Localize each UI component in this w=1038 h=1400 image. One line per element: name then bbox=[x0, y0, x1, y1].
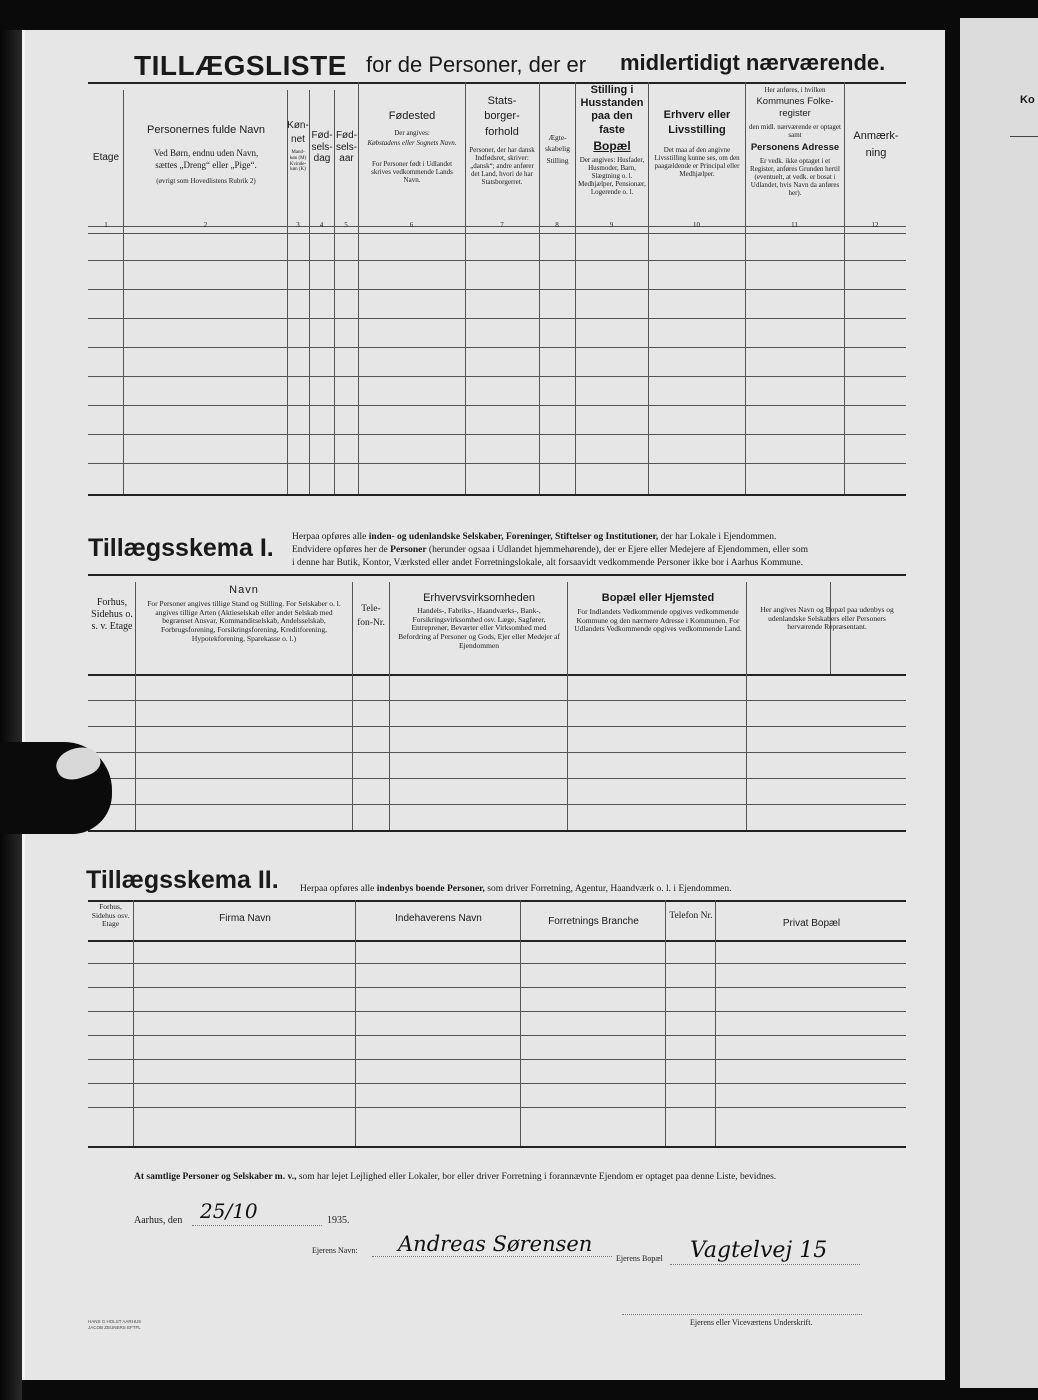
header-registry-note-3: Er vedk. ikke optaget i et Register, anføres Grunden hertil (eventuelt, at vedk. er bosat i Udlandet, hvis Navn da anføres her). bbox=[750, 157, 840, 198]
col-number: 12 bbox=[871, 221, 879, 229]
skema1-desc-line1: Herpaa opføres alle inden- og udenlandske Selskaber, Foreninger, Stiftelser og Institutioner, der har Lokale i Ejendommen. bbox=[292, 532, 777, 542]
header-registry-note-2: den midl. nærværende er optaget samt bbox=[749, 123, 841, 140]
skema1-header-phone: Tele-fon-Nr. bbox=[357, 604, 385, 628]
col-number: 8 bbox=[555, 221, 559, 229]
skema1-header-business-note: Handels-, Fabriks-, Haandværks-, Bank-, Forsikringsvirksomhed osv. Læge, Sagfører, Entreprenør, Beværter eller Virksomhed med Befordring af Personer og Gods, Ejer eller Medejer af Ejendommen bbox=[398, 606, 560, 650]
main-title: TILLÆGSLISTE bbox=[134, 50, 347, 81]
printer-imprint-1: HANS G HOLST AARHUS bbox=[88, 1319, 142, 1324]
header-birthday: Fød-sels-dag bbox=[311, 130, 333, 164]
skema2-header-etage: Forhus, Sidehus osv. Etage bbox=[91, 902, 130, 929]
header-remarks: Anmærk-ning bbox=[853, 130, 899, 159]
col-number: 11 bbox=[791, 221, 798, 229]
header-full-name-note-3: (øvrigt som Hovedlistens Rubrik 2) bbox=[156, 177, 256, 185]
skema2-header-private-address: Privat Bopæl bbox=[782, 918, 841, 929]
skema2-header-firm: Firma Navn bbox=[219, 913, 271, 924]
header-full-name-note-1: Ved Børn, endnu uden Navn, bbox=[153, 148, 259, 158]
handwritten-owner-address: Vagtelvej 15 bbox=[690, 1238, 828, 1263]
col-number: 2 bbox=[203, 221, 208, 229]
header-birthyear: Fød-sels-aar bbox=[335, 130, 358, 164]
header-full-name: Personernes fulde Navn bbox=[146, 124, 265, 136]
col-number: 4 bbox=[319, 221, 324, 229]
owner-name-label: Ejerens Navn: bbox=[312, 1246, 358, 1255]
skema2-header-phone: Telefon Nr. bbox=[669, 911, 713, 921]
header-birthplace-note-2: Købstadens eller Sognets Navn. bbox=[367, 139, 457, 147]
header-gender-note: Mand-køn (M) Kvinde-køn (K) bbox=[289, 150, 307, 173]
header-registry: Kommunes Folke-register bbox=[756, 96, 834, 120]
header-marital-status: Ægte-skabelig Stilling bbox=[545, 133, 570, 165]
handwritten-date: 25/10 bbox=[200, 1199, 258, 1223]
adjacent-page-text: Ko bbox=[1020, 94, 1035, 106]
header-household-note: Der angives: Husfader, Husmoder, Barn, Slægtning o. l. Medhjælper, Pensionær, Logerende o. l. bbox=[578, 156, 646, 197]
header-registry-address: Personens Adresse bbox=[750, 142, 840, 153]
col-number: 5 bbox=[344, 221, 348, 229]
header-birthplace-note-3: For Personer født i Udlandet skrives vedkommende Lands Navn. bbox=[371, 160, 453, 185]
skema1-desc-line2: Endvidere opføres her de Personer (herunder ogsaa i Udlandet hjemmehørende), der er Ejere eller Medejere af Ejendommen, eller som bbox=[292, 545, 808, 555]
handwritten-owner-name: Andreas Sørensen bbox=[398, 1232, 593, 1256]
signature-caption: Ejerens eller Viceværtens Underskrift. bbox=[690, 1318, 813, 1327]
scanner-thumb bbox=[0, 742, 112, 834]
header-citizenship: Stats-borger-forhold bbox=[484, 95, 520, 138]
year-label: 1935. bbox=[327, 1215, 350, 1226]
skema1-header-name-note: For Personer angives tillige Stand og Stilling. For Selskaber o. l. angives tillige Arten (Aktieselskab eller andet Selskab med begrænset Ansvar, Kommanditselskab, Andelsselskab, Forbrugsforening, Forsikringsforening, Kreditforening, Hypotekforening, Sparekasse o. l.) bbox=[147, 599, 341, 643]
owner-address-label: Ejerens Bopæl bbox=[616, 1254, 663, 1263]
skema2-header-owner: Indehaverens Navn bbox=[395, 913, 482, 924]
skema1-header-representative: Her angives Navn og Bopæl paa udenbys og udenlandske Selskabers eller Personers herværende Repræsentant. bbox=[760, 605, 894, 632]
header-occupation: Erhverv eller Livsstilling bbox=[663, 109, 731, 137]
main-subtitle-bold: midlertidigt nærværende. bbox=[620, 50, 886, 75]
skema2-header-branch: Forretnings Branche bbox=[548, 916, 639, 927]
skema2-desc: Herpaa opføres alle indenbys boende Personer, som driver Forretning, Agentur, Haandværk o. l. i Ejendommen. bbox=[300, 884, 732, 894]
place-label: Aarhus, den bbox=[134, 1215, 183, 1226]
header-birthplace: Fødested bbox=[388, 110, 436, 122]
header-registry-note-1: Her anføres, i hvilken bbox=[764, 86, 826, 94]
col-number: 9 bbox=[609, 221, 614, 229]
col-number: 10 bbox=[693, 221, 700, 229]
header-citizenship-note: Personer, der har dansk Indfødsret, skriver: „dansk“; andre anfører det Land, hvori de har Statsborgerret. bbox=[469, 146, 535, 187]
skema1-header-residence-note: For Indlandets Vedkommende opgives vedkommende Kommune og den nærmere Adresse i Kommunen. For Udlandets Vedkommende opgives vedkommende Land. bbox=[574, 607, 742, 634]
skema1-title: Tillægsskema I. bbox=[88, 534, 274, 562]
header-household-bopael: Bopæl bbox=[593, 139, 631, 153]
skema1-header-residence: Bopæl eller Hjemsted bbox=[601, 592, 715, 604]
skema1-header-etage: Forhus, Sidehus o. s. v. Etage bbox=[91, 597, 133, 632]
header-full-name-note-2: sættes „Dreng“ eller „Pige“. bbox=[155, 160, 257, 170]
header-etage: Etage bbox=[92, 152, 120, 163]
header-household-position: Stilling i Husstanden paa den faste bbox=[580, 84, 644, 136]
header-gender-a: Køn- bbox=[287, 120, 309, 131]
header-birthplace-note-1: Der angives: bbox=[394, 129, 430, 137]
printer-imprint-2: JACOB ZEUNERS EFTFL bbox=[88, 1325, 141, 1330]
declaration-text: At samtlige Personer og Selskaber m. v., som har lejet Lejlighed eller Lokaler, bor eller driver Forretning i forannævnte Ejendom er optaget paa denne Liste, bevidnes. bbox=[134, 1172, 777, 1182]
col-number: 1 bbox=[104, 221, 108, 229]
skema2-title: Tillægsskema II. bbox=[86, 866, 279, 894]
col-number: 3 bbox=[296, 221, 300, 229]
col-number: 7 bbox=[500, 221, 504, 229]
header-occupation-note: Det maa af den angivne Livsstilling kunne ses, om den paagældende er Principal eller Medhjælper. bbox=[654, 146, 740, 179]
skema1-header-business: Erhvervsvirksomheden bbox=[423, 592, 535, 604]
col-number: 6 bbox=[409, 221, 414, 229]
header-gender-b: net bbox=[291, 134, 305, 145]
main-subtitle: for de Personer, der er bbox=[366, 52, 587, 77]
skema1-desc-line3: i denne har Butik, Kontor, Værksted eller andet Forretningslokale, alt forsaavidt vedkommende Personer ikke bor i Aarhus Kommune. bbox=[292, 558, 804, 568]
skema1-header-name: Navn bbox=[229, 584, 259, 596]
